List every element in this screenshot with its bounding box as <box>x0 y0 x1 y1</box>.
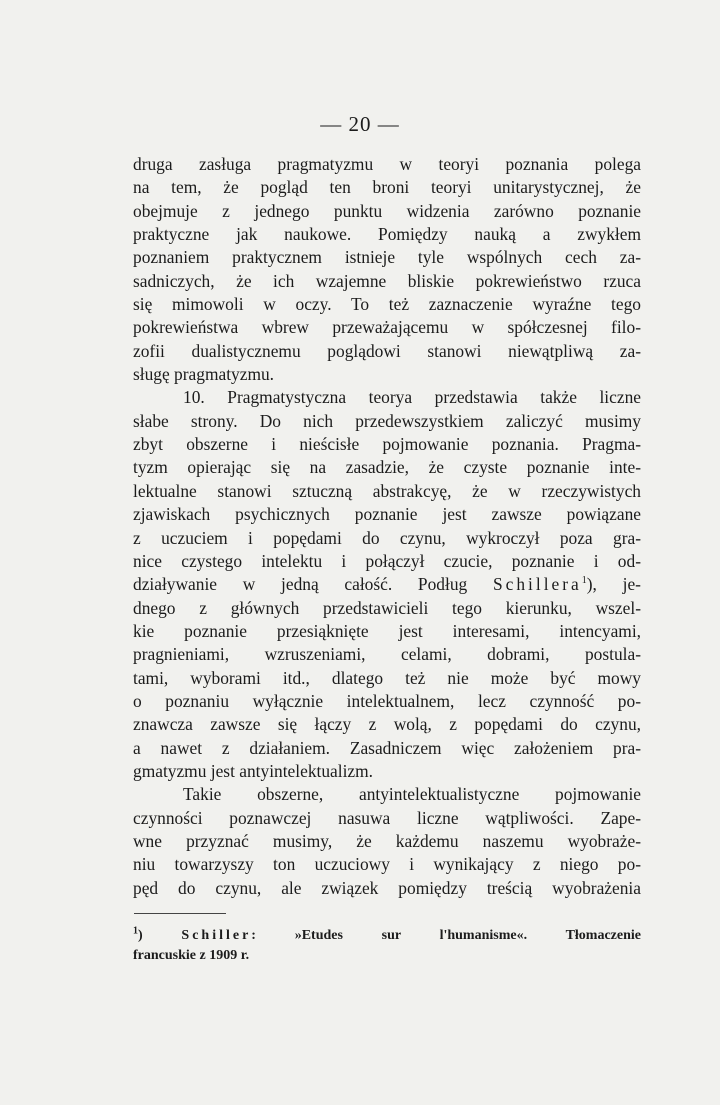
text-line: znawcza zawsze się łączy z wolą, z popędami do czynu, <box>133 714 641 735</box>
text-line: słabe strony. Do nich przedewszystkiem zaliczyć musimy <box>133 410 641 431</box>
text-line: poznaniem praktycznem istnieje tyle wspólnych cech za- <box>133 247 641 268</box>
footnote-text: : »Etudes sur l'humanisme«. Tłomaczenie <box>251 928 641 943</box>
text-line: sadniczych, że ich wzajemne bliskie pokrewieństwo rzuca <box>133 270 641 291</box>
text-line: a nawet z działaniem. Zasadniczem więc założeniem pra- <box>133 737 641 758</box>
text-line: czynności poznawczej nasuwa liczne wątpliwości. Zape- <box>133 807 641 828</box>
text-line: Takie obszerne, antyintelektualistyczne pojmowanie <box>183 784 641 805</box>
author-name-spaced: Schillera <box>492 574 582 595</box>
text-line-with-footnote-ref <box>133 573 641 596</box>
footnote-line: francuskie z 1909 r. <box>133 948 250 963</box>
text-segment: działywanie w jedną całość. Podług <box>133 574 468 595</box>
text-line: obejmuje z jednego punktu widzenia zarówno poznanie <box>133 200 641 221</box>
footnote <box>133 926 641 966</box>
text-line: o poznaniu wyłącznie intelektualnem, lecz czynność po- <box>133 690 641 711</box>
text-line: pragnieniami, wzruszeniami, celami, dobrami, postula- <box>133 644 641 665</box>
text-line: gmatyzmu jest antyintelektualizm. <box>133 760 374 781</box>
text-line: praktyczne jak naukowe. Pomiędzy nauką a zwykłem <box>133 224 641 245</box>
footnote-divider <box>134 913 226 914</box>
text-line: pokrewieństwa wbrew przeważającemu w spółczesnej filo- <box>133 317 641 338</box>
text-line: sługę pragmatyzmu. <box>133 364 275 385</box>
footnote-line: $^1$) Schiller: »Etudes sur l'humanisme«. Tłomaczenie <box>133 925 641 943</box>
text-line: tami, wyborami itd., dlatego też nie może być mowy <box>133 667 641 688</box>
text-line: zbyt obszerne i nieścisłe pojmowanie poznania. Pragma- <box>133 434 641 455</box>
text-line: pęd do czynu, ale związek pomiędzy treścią wyobrażenia <box>133 877 641 898</box>
text-line: nice czystego intelektu i połączył czucie, poznanie i od- <box>133 550 641 571</box>
text-line: lektualne stanowi sztuczną abstrakcyę, że w rzeczywistych <box>133 480 641 501</box>
text-line: się mimowoli w oczy. To też zaznaczenie wyraźne tego <box>133 294 641 315</box>
text-line: niu towarzyszy ton uczuciowy i wynikający z niego po- <box>133 854 641 875</box>
text-line: wne przyznać musimy, że każdemu naszemu wyobraże- <box>133 830 641 851</box>
text-line: tyzm opierając się na zasadzie, że czyste poznanie inte- <box>133 457 641 478</box>
text-segment: ), je- <box>586 574 641 595</box>
text-line: kie poznanie przesiąknięte jest interesami, intencyami, <box>133 620 641 641</box>
footnote-author: Schiller <box>181 928 252 943</box>
text-line: z uczuciem i popędami do czynu, wykroczył poza gra- <box>133 527 641 548</box>
page-number: — 20 — <box>320 112 400 136</box>
text-line: 10. Pragmatystyczna teorya przedstawia także liczne <box>183 387 641 408</box>
text-line: na tem, że pogląd ten broni teoryi unitarystycznej, że <box>133 177 641 198</box>
footnote-marker: 1 <box>133 925 138 937</box>
text-line: dnego z głównych przedstawicieli tego kierunku, wszel- <box>133 597 641 618</box>
text-line: druga zasługa pragmatyzmu w teoryi poznania polega <box>133 154 641 174</box>
text-line: zofii dualistycznemu poglądowi stanowi niewątpliwą za- <box>133 340 641 361</box>
footnote-ref[interactable]: 1 <box>581 575 587 587</box>
text-line: zjawiskach psychicznych poznanie jest zawsze powiązane <box>133 504 641 525</box>
body-text <box>133 153 641 900</box>
